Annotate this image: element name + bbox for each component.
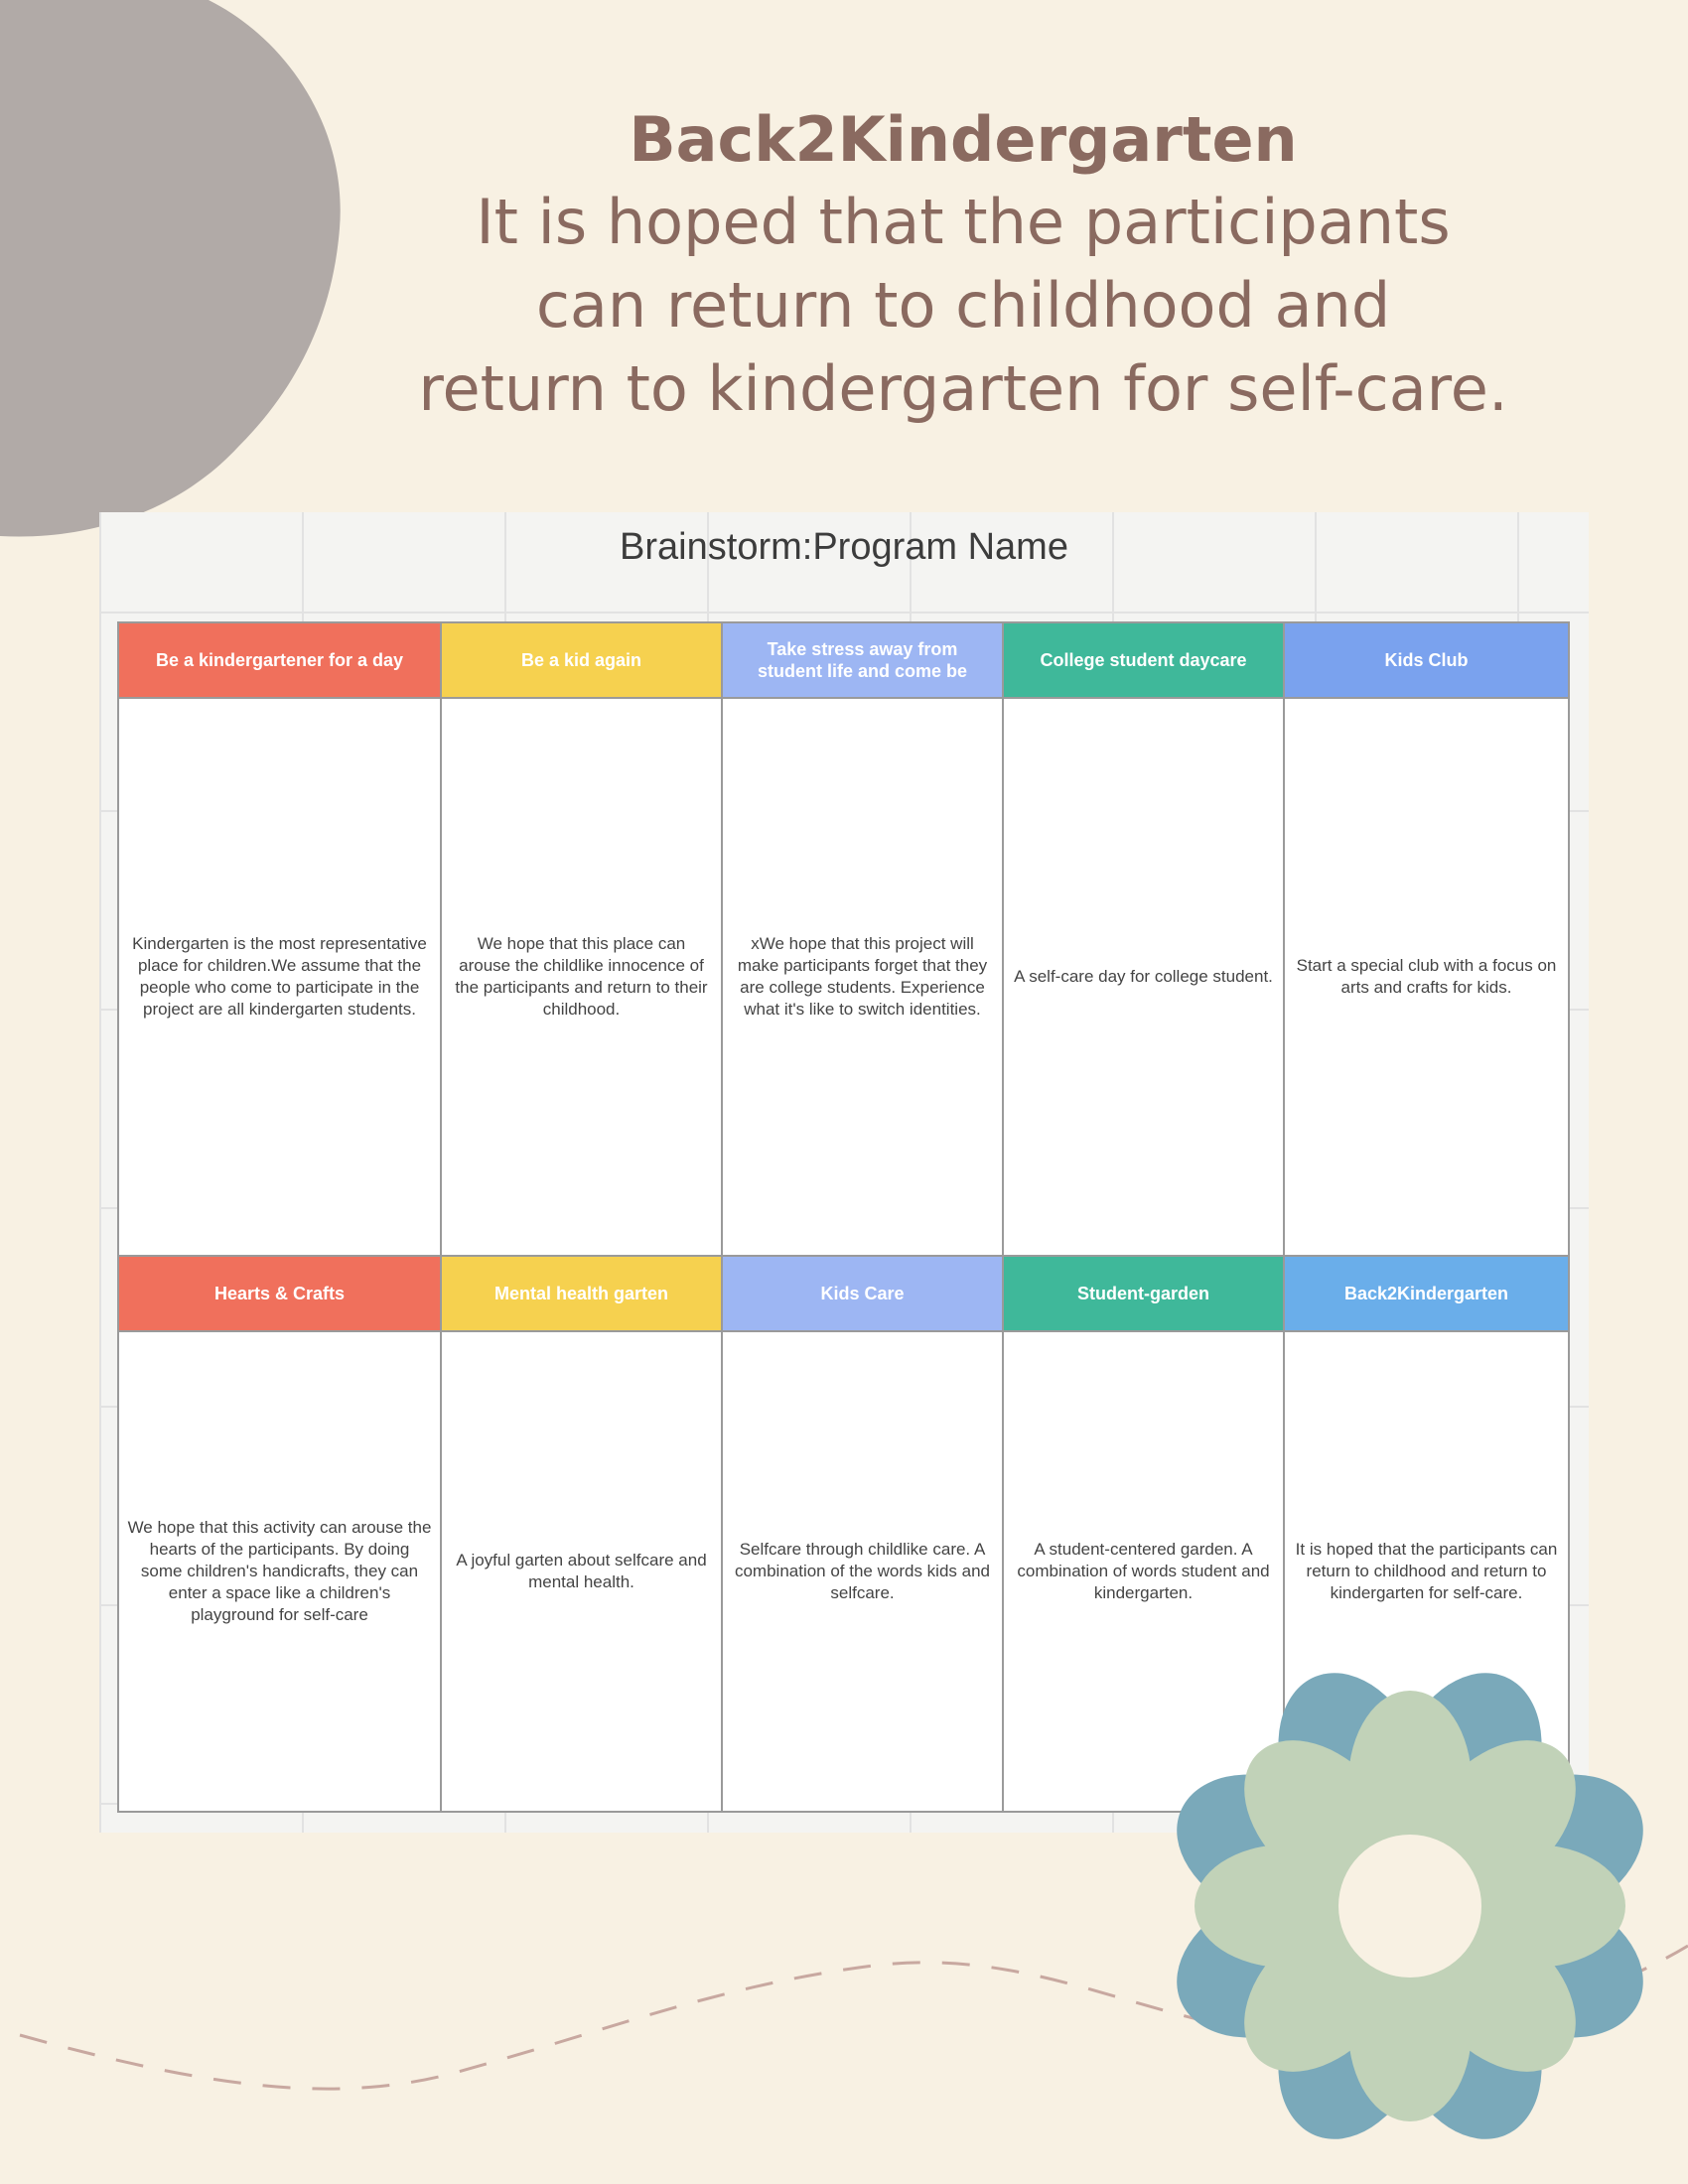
subtitle-line-2: can return to childhood and	[535, 269, 1391, 341]
brainstorm-board	[99, 512, 1589, 1833]
card-text: A student-centered garden. A combination of words student and kindergarten.	[1017, 1540, 1270, 1602]
program-card	[440, 1255, 723, 1813]
card-header: Student-garden	[1004, 1257, 1283, 1332]
program-card	[721, 1255, 1004, 1813]
card-header: Take stress away from student life and come be	[723, 623, 1002, 699]
card-text: We hope that this place can arouse the childlike innocence of the participants and return to their childhood.	[455, 934, 708, 1019]
card-header: Be a kid again	[442, 623, 721, 699]
card-header: Hearts & Crafts	[119, 1257, 440, 1332]
card-header: Back2Kindergarten	[1285, 1257, 1568, 1332]
card-text: A joyful garten about selfcare and mental health.	[456, 1551, 707, 1591]
header	[298, 99, 1628, 431]
program-card	[117, 621, 442, 1257]
program-card	[1002, 621, 1285, 1257]
card-text: A self-care day for college student.	[1014, 967, 1273, 986]
flower-icon	[1162, 1658, 1658, 2154]
card-text: Selfcare through childlike care. A combination of the words kids and selfcare.	[734, 1540, 991, 1602]
subtitle-line-1: It is hoped that the participants	[476, 186, 1451, 258]
program-card	[117, 1255, 442, 1813]
flower-center	[1338, 1835, 1481, 1978]
card-text: Kindergarten is the most representative place for children.We assume that the people who come to participate in the project are all kindergarten students.	[132, 934, 427, 1019]
program-card	[721, 621, 1004, 1257]
card-text: It is hoped that the participants can return to childhood and return to kindergarten for self-care.	[1295, 1540, 1558, 1602]
card-header: Kids Care	[723, 1257, 1002, 1332]
program-card	[1283, 621, 1570, 1257]
card-header: College student daycare	[1004, 623, 1283, 699]
page-title: Back2Kindergarten	[629, 103, 1298, 176]
card-header: Mental health garten	[442, 1257, 721, 1332]
card-text: Start a special club with a focus on arts and crafts for kids.	[1296, 956, 1557, 997]
subtitle-line-3: return to kindergarten for self-care.	[418, 352, 1508, 425]
card-text: xWe hope that this project will make participants forget that they are college students. Experience what it's like to switch identities.	[737, 934, 988, 1019]
card-text: We hope that this activity can arouse the hearts of the participants. By doing some children's handicrafts, they can enter a space like a children's playground for self-care	[127, 1518, 432, 1624]
blob-shape	[0, 0, 341, 537]
card-header: Be a kindergartener for a day	[119, 623, 440, 699]
card-header: Kids Club	[1285, 623, 1568, 699]
board-title: Brainstorm:Program Name	[620, 526, 1068, 568]
program-card	[440, 621, 723, 1257]
